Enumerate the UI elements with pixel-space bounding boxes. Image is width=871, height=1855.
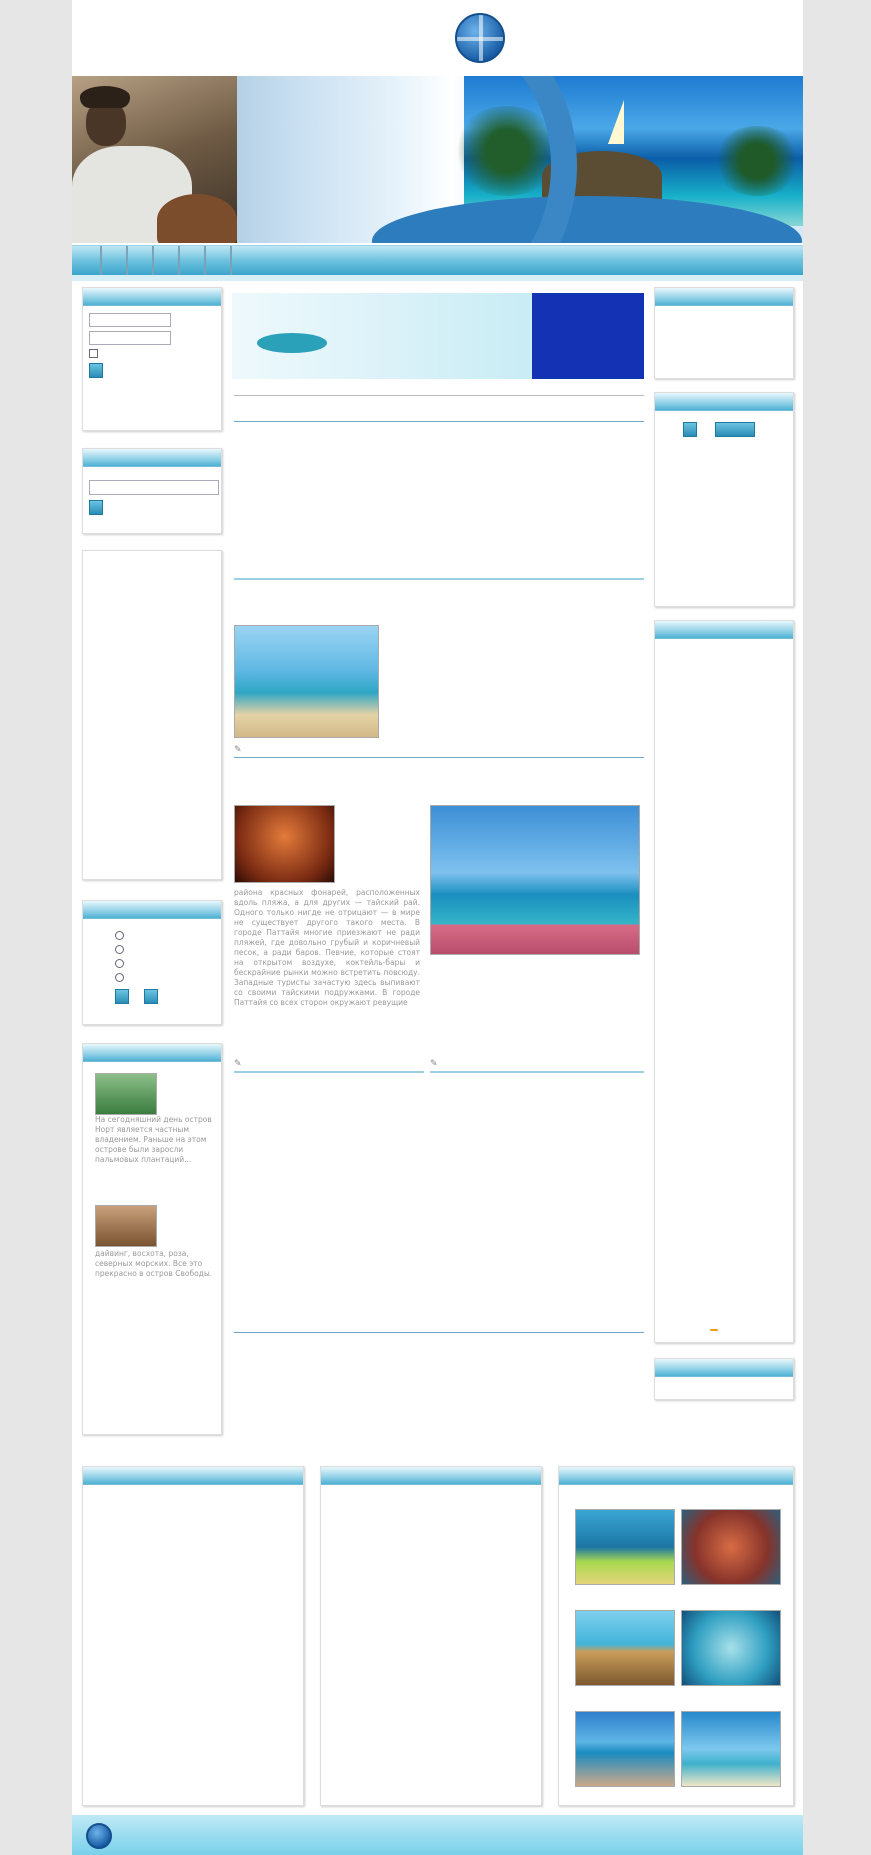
radio-button[interactable] — [115, 973, 124, 982]
comments-link[interactable]: ✎ — [430, 1059, 438, 1069]
comments-list — [655, 639, 793, 1329]
comments-module — [654, 620, 794, 1343]
search-input[interactable] — [89, 480, 219, 495]
module-title — [321, 1467, 541, 1485]
random-news-text — [163, 1073, 217, 1113]
module-title — [655, 288, 793, 306]
radio-button[interactable] — [115, 959, 124, 968]
poll-results-button[interactable] — [144, 989, 158, 1004]
search-button[interactable] — [89, 500, 103, 515]
poll-option[interactable] — [115, 943, 215, 957]
gallery-photo[interactable] — [575, 1509, 675, 1585]
radio-button[interactable] — [115, 945, 124, 954]
zoo-module — [320, 1466, 542, 1806]
survey-ok-button[interactable] — [683, 422, 697, 437]
latest-news-list — [242, 1106, 644, 1328]
blitz-poll — [82, 900, 222, 1025]
module-title — [655, 1359, 793, 1377]
gallery-module — [558, 1466, 794, 1806]
nav-item[interactable] — [206, 246, 232, 276]
remember-checkbox[interactable] — [89, 349, 98, 358]
password-input[interactable] — [89, 331, 171, 345]
add-comment[interactable]: ✎ — [234, 745, 242, 755]
rss-badge[interactable] — [710, 1329, 718, 1331]
footer — [72, 1815, 803, 1855]
dolphin-icon — [257, 333, 327, 353]
interesting-list — [242, 1368, 644, 1448]
online-count — [655, 1377, 793, 1387]
exotic-module — [82, 1466, 304, 1806]
login-button[interactable] — [89, 363, 103, 378]
popular-list — [242, 428, 642, 573]
gallery-photo[interactable] — [575, 1711, 675, 1787]
comments-link[interactable]: ✎ — [234, 1059, 242, 1069]
article-text — [386, 625, 644, 743]
article-image — [234, 625, 379, 738]
module-title — [83, 449, 221, 467]
tag-cloud — [82, 550, 222, 880]
ad-banner[interactable] — [232, 293, 532, 379]
nav-item[interactable] — [102, 246, 128, 276]
login-input[interactable] — [89, 313, 171, 327]
poll-option[interactable] — [115, 971, 215, 985]
site-logo[interactable] — [455, 10, 509, 66]
ad-slot[interactable] — [532, 293, 644, 379]
sailboat-decor — [608, 100, 624, 144]
nav-item[interactable] — [72, 246, 102, 276]
site-survey — [654, 392, 794, 607]
nav-item[interactable] — [128, 246, 154, 276]
random-news: На сегодняшний день остров Норт является частным владением. Раньше на этом острове были заросли пальмовых плантаций... дайвинг, восхота, роза, северных морских. Все это прекрасно в остров Свободы. — [82, 1043, 222, 1435]
top-nav — [72, 245, 803, 275]
palm-decor — [712, 126, 802, 196]
nav-item[interactable] — [232, 246, 256, 276]
module-title — [83, 901, 221, 919]
nav-item[interactable] — [154, 246, 180, 276]
radio-button[interactable] — [115, 931, 124, 940]
module-title — [83, 1467, 303, 1485]
module-title — [559, 1467, 793, 1485]
footer-logo[interactable] — [86, 1823, 116, 1849]
module-title — [655, 621, 793, 639]
nav-stripe — [72, 275, 803, 281]
random-news-image[interactable] — [95, 1073, 157, 1115]
poll-option[interactable] — [115, 929, 215, 943]
login-module — [82, 287, 222, 431]
article-text — [430, 960, 642, 1055]
gallery-photo[interactable] — [575, 1610, 675, 1686]
article-image — [430, 805, 640, 955]
module-title — [83, 288, 221, 306]
poll-ok-button[interactable] — [115, 989, 129, 1004]
module-title — [83, 1044, 221, 1062]
header-banner — [72, 76, 803, 243]
banner-swoosh — [337, 76, 577, 243]
search-module — [82, 448, 222, 534]
gallery-photo[interactable] — [681, 1610, 781, 1686]
remember-me[interactable] — [89, 349, 215, 359]
gallery-photo[interactable] — [681, 1711, 781, 1787]
globe-icon — [455, 13, 505, 63]
module-title — [655, 393, 793, 411]
page: На сегодняшний день остров Норт является частным владением. Раньше на этом острове были заросли пальмовых плантаций... дайвинг, восхота, роза, северных морских. Все это прекрасно в остров Свободы. ✎ района красных фонарей, расположенных вдоль пляжа, а для других — тайский рай. Одного только нигде не отрицают — в мире не существует другого такого места. В городе Паттайя многие приезжают не ради пляжей, где довольно грубый и коричневый песок, а ради баров. Певчие, которые стоят на открытом воздухе, коктейль-бары и бескрайние рынки можно встретить повсюду. Западные туристы зачастую здесь выпивают со своими тайскими подружками. В городе Паттайя со всех сторон окружают ревущие ✎ ✎ — [72, 0, 803, 1855]
gallery-photo[interactable] — [681, 1509, 781, 1585]
nav-item[interactable] — [180, 246, 206, 276]
globe-icon — [86, 1823, 112, 1849]
poll-option[interactable] — [115, 957, 215, 971]
article-text — [340, 804, 420, 894]
article-image — [234, 805, 335, 883]
random-news-image[interactable] — [95, 1205, 157, 1247]
main-menu — [654, 287, 794, 379]
online-module — [654, 1358, 794, 1400]
banner-drummer-image — [72, 76, 237, 243]
random-news-text — [163, 1205, 217, 1247]
survey-results-button[interactable] — [715, 422, 755, 437]
header — [72, 0, 803, 76]
